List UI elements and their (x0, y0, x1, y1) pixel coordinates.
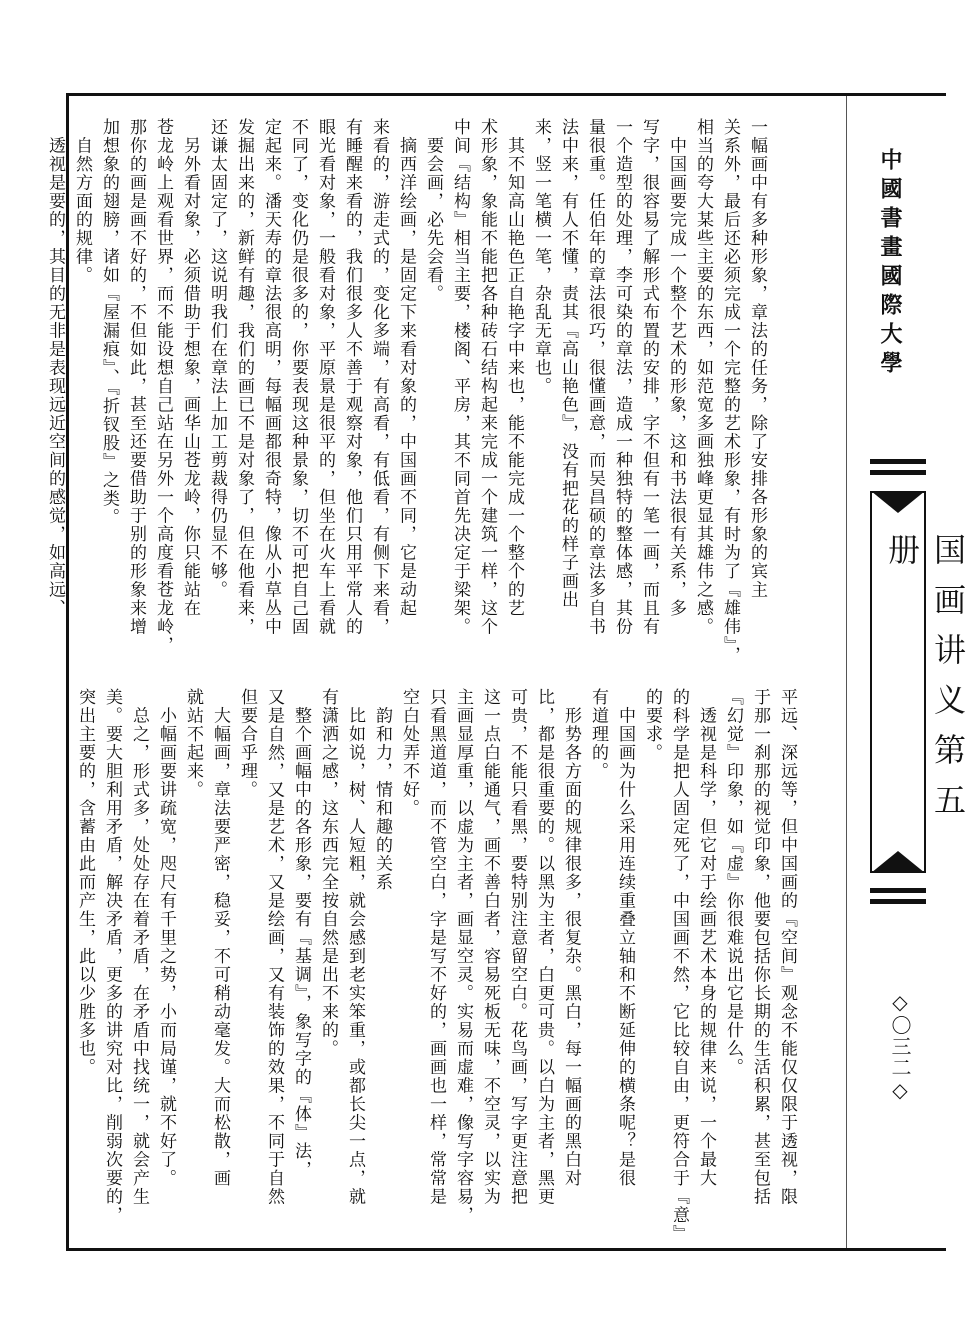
text-line: 中国画要完成一个整个艺术的形象，这和书法很有关系，多 (666, 118, 686, 618)
title-cartouche (870, 491, 967, 873)
text-line: 韵和力，情和趣的关系 (372, 688, 392, 892)
text-line: 『幻觉』印象，如『虚』你很难说出它是什么。 (723, 688, 743, 1077)
text-line: 写字，很容易了解形式布置的安排，字不但有一笔一画，而且有 (639, 118, 659, 636)
text-line: 加想象的翅膀，诸如『屋漏痕』、『折钗股』之类。 (99, 118, 119, 527)
text-line: 中国画为什么采用连续重叠立轴和不断延伸的横条呢？是很 (615, 688, 635, 1188)
page-number: ◇〇三二◇ (888, 990, 912, 1103)
text-line: 一个造型的处理，李可染的章法，造成一种独特的整体感，其份 (612, 118, 632, 636)
upper-text-block (41, 118, 770, 683)
ornament-bar (870, 459, 926, 464)
text-line: 的要求。 (642, 688, 662, 762)
text-line: 不同了，变化仍是很多的，你要表现这种景象，切不可把自己固 (288, 118, 308, 636)
text-line: 的科学是把人固定死了，中国画不然，它比较自由，更符合于『意』 (669, 688, 689, 1243)
text-line: 就站不起来。 (183, 688, 203, 799)
text-line: 来，竖一笔横一笔，杂乱无章也。 (531, 118, 551, 396)
text-line: 小幅画要讲疏宽，咫尺有千里之势，小而局谨，就不好了。 (156, 688, 176, 1188)
text-line: 大幅画，章法要严密，稳妥，不可稍动毫发。大而松散，画 (210, 688, 230, 1188)
text-line: 突出主要的，含蓄由此而产生，此以少胜多也。 (75, 688, 95, 1077)
text-line: 苍龙岭上观看世界，而不能设想自己站在另外一个高度看苍龙岭， (153, 118, 173, 655)
text-line: 定起来。潘天寿的章法很高明，每幅画都很奇特，像从小草丛中 (261, 118, 281, 636)
book-title: 国画讲义第五册 (883, 533, 967, 833)
text-line: 相当的夸大某些主要的东西，如范宽多画独峰更显其雄伟之感。 (693, 118, 713, 636)
text-line: 术形象，象能不能把各种砖石结构起来完成一个建筑一样，这个 (477, 118, 497, 636)
text-line: 透视是科学，但它对于绘画艺术本身的规律来说，一个最大 (696, 688, 716, 1188)
text-line: 空白处弄不好。 (399, 688, 419, 818)
publisher-name: 中國書畫國際大學 (877, 148, 903, 380)
text-line: 其不知高山艳色正自艳字中来也，能不能完成一个整个的艺 (504, 118, 524, 618)
margin-divider (846, 96, 847, 1248)
text-line: 透视是要的，其目的无非是表现远近空间的感觉，如高远、 (45, 118, 65, 618)
margin-strip (848, 96, 967, 1248)
text-line: 来看的，游走式的，变化多端，有高看，有低看，有侧下来看， (369, 118, 389, 636)
text-line: 有道理的。 (588, 688, 608, 781)
ornament-bar (870, 888, 926, 893)
text-line: 比，都是很重要的。以黑为主者，白更可贵。以白为主者，黑更 (534, 688, 554, 1206)
text-line: 总之，形式多，处处存在着矛盾，在矛盾中找统一，就会产生 (129, 688, 149, 1206)
text-line: 摘西洋绘画，是固定下来看对象的，中国画不同，它是动起 (396, 118, 416, 618)
text-line: 关系外，最后还必须完成一个完整的艺术形象，有时为了『雄伟』， (720, 118, 740, 665)
text-line: 又是自然，又是艺术，又是绘画，又有装饰的效果，不同于自然 (264, 688, 284, 1206)
text-line: 中间『结构』相当主要，楼阁、平房，其不同首先决定于梁架。 (450, 118, 470, 636)
lower-text-block (71, 688, 800, 1248)
text-line: 只看黑道道，而不管空白，字是写不好的，画画也一样，常常是 (426, 688, 446, 1206)
text-line: 眼光看对象，一般看对象，平原景是很平的，但坐在火车上看就 (315, 118, 335, 636)
text-line: 平远、深远等，但中国画的『空间』观念不能仅仅限于透视，限 (777, 688, 797, 1206)
text-line: 可贵，不能只看黑，要特别注意留空白。花鸟画，写字更注意把 (507, 688, 527, 1206)
text-line: 主画显厚重，以虚为主者，画显空灵。实易而虚难，像写字容易， (453, 688, 473, 1225)
text-line: 量很重。任伯年的章法很巧，很懂画意，而吴昌硕的章法多自书 (585, 118, 605, 636)
ornament-bar (870, 470, 926, 475)
text-line: 发掘出来的，新鲜有趣，我们的画已不是对象了，但在他看来， (234, 118, 254, 636)
text-line: 但要合乎理。 (237, 688, 257, 799)
text-line: 比如说，树、人短粗，就会感到老实笨重，或都长尖一点，就 (345, 688, 365, 1206)
text-line: 那你的画是画不好的，不但如此，甚至还要借助于别的形象来增 (126, 118, 146, 636)
text-line: 美。要大胆利用矛盾，解决矛盾，更多的讲究对比，削弱次要的， (102, 688, 122, 1225)
text-line: 一幅画中有多种形象，章法的任务，除了安排各形象的宾主 (747, 118, 767, 599)
text-line: 整个画幅中的各形象，要有『基调』，象写字的『体』法， (291, 688, 311, 1179)
text-line: 要会画，必先会看。 (423, 118, 443, 303)
text-line: 有潇洒之感，这东西完全按自然是出不来的。 (318, 688, 338, 1058)
ornament-bar (870, 899, 926, 904)
text-line: 还谦太固定了，这说明我们在章法上加工剪裁得仍显不够。 (207, 118, 227, 599)
text-line: 另外看对象，必须借助于想象，画华山苍龙岭，你只能站在 (180, 118, 200, 618)
text-line: 形势各方面的规律很多，很复杂。黑白，每一幅画的黑白对 (561, 688, 581, 1188)
text-line: 有睡醒来看的，我们很多人不善于观察对象，他们只用平常人的 (342, 118, 362, 636)
text-line: 法中来，有人不懂，责其『高山艳色』，没有把花的样子画出 (558, 118, 578, 609)
text-line: 于那一刹那的视觉印象，他要包括你长期的生活积累，甚至包括 (750, 688, 770, 1206)
text-line: 自然方面的规律。 (72, 118, 92, 285)
text-line: 这一点白能通气，画不善白者，容易死板无味，不空灵，以实为 (480, 688, 500, 1206)
